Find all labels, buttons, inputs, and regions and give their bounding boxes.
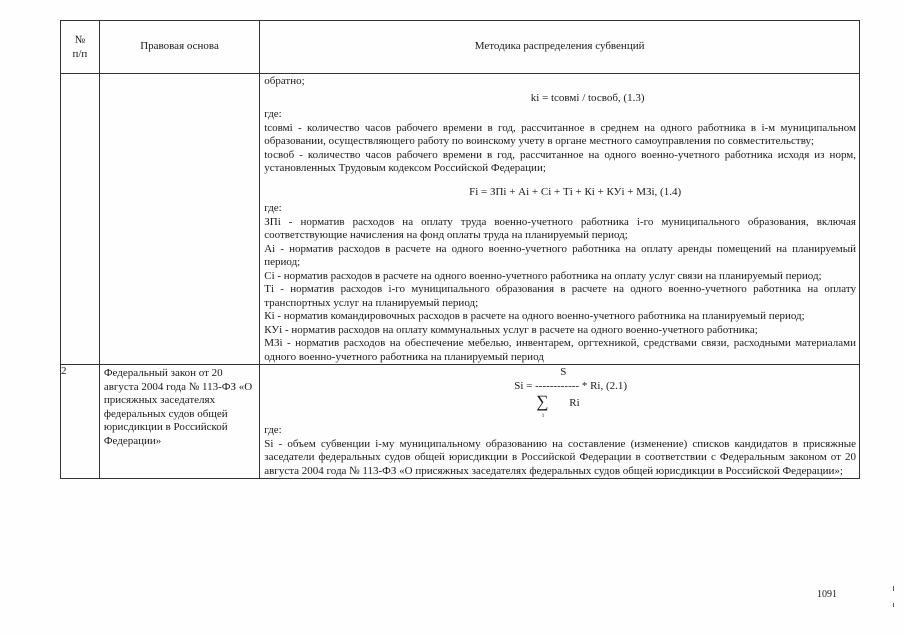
row2-basis-cell — [99, 365, 259, 479]
formula-1-3: ki = tсовмi / tосвоб, (1.3) — [530, 91, 645, 104]
row1-line: tосвоб - количество часов рабочего времени в год, рассчитанное на одного военно-учетного работника исходя из норм, установленных Трудовым кодексом Российской Федерации; — [264, 148, 856, 174]
row1-line: где: — [264, 202, 282, 214]
row1-num-cell — [61, 74, 100, 365]
scan-mark — [893, 603, 894, 607]
header-num-line1: № — [74, 34, 86, 46]
formula-2-1 — [264, 366, 856, 422]
header-num — [61, 21, 100, 74]
header-method: Методика распределения субвенций — [260, 21, 860, 74]
formula-denominator: Ri — [569, 397, 580, 409]
row1-line: КУi - норматив расходов на оплату коммунальных услуг в расчете на одного военно-учетного работника; — [264, 323, 758, 336]
row1-line: tсовмi - количество часов рабочего времени в год, рассчитанное в среднем на одного работника в i-м муниципальном образовании, осуществляющего работу по воинскому учету в органе местного самоуправления по совместительству; — [264, 121, 856, 147]
row2-line: Si - объем субвенции i-му муниципальному образованию на составление (изменение) списков кандидатов в присяжные заседатели федеральных судов общей юрисдикции в Российской Федерации в соответствии с Федеральным законом от 20 августа 2004 года № 113-ФЗ «О присяжных заседателях федеральных судов общей юрисдикции в Российской Федерации»; — [264, 437, 856, 477]
row2-method-cell — [260, 365, 860, 479]
row1-line: МЗi - норматив расходов на обеспечение мебелью, инвентарем, оргтехникой, средствами связи, расходными материалами одного военно-учетного работника на планируемый период — [264, 337, 856, 363]
header-basis: Правовая основа — [99, 21, 259, 74]
row1-line: обратно; — [264, 75, 305, 87]
row1-line: где: — [264, 108, 282, 120]
formula-1-4: Fi = ЗПi + Аi + Сi + Тi + Кi + КУi + МЗi, (1.4) — [469, 185, 682, 198]
sigma-subscript: i — [542, 413, 544, 419]
row1-line: Кi - норматив командировочных расходов в расчете на одного военно-учетного работника на планируемый период; — [264, 310, 805, 322]
formula-numerator: S — [560, 366, 567, 378]
row2-num-cell: 2 — [61, 365, 100, 479]
row2-basis-text: Федеральный закон от 20 августа 2004 года № 113-ФЗ «О присяжных заседателях федеральных судов общей юрисдикции в Российской Федерации» — [103, 367, 253, 447]
row1-line: ЗПi - норматив расходов на оплату труда военно-учетного работника i-го муниципального образования, включая соответствующие начисления на фонд оплаты труда на планируемый период; — [264, 215, 856, 241]
row2-line: где: — [264, 424, 282, 436]
table-row-1 — [61, 74, 860, 365]
table-row-2 — [61, 365, 860, 479]
row1-line: Аi - норматив расходов в расчете на одного военно-учетного работника на оплату аренды помещений на планируемый период; — [264, 242, 856, 268]
row1-line: Тi - норматив расходов i-го муниципального образования в расчете на одного военно-учетного работника на оплату транспортных услуг на планируемый период; — [264, 283, 856, 309]
page-number: 1091 — [817, 589, 837, 600]
row1-method-cell — [260, 74, 860, 365]
table-header-row — [61, 21, 860, 74]
row1-line: Сi - норматив расходов в расчете на одного военно-учетного работника на оплату услуг связи на планируемый период; — [264, 269, 822, 282]
scan-mark — [893, 586, 894, 591]
sigma-symbol: ∑ — [536, 392, 549, 411]
header-num-line2: п/п — [72, 48, 88, 60]
row1-basis-cell — [99, 74, 259, 365]
distribution-table — [60, 20, 860, 479]
formula-lhs: Si = ------------ * Ri, (2.1) — [514, 380, 628, 392]
